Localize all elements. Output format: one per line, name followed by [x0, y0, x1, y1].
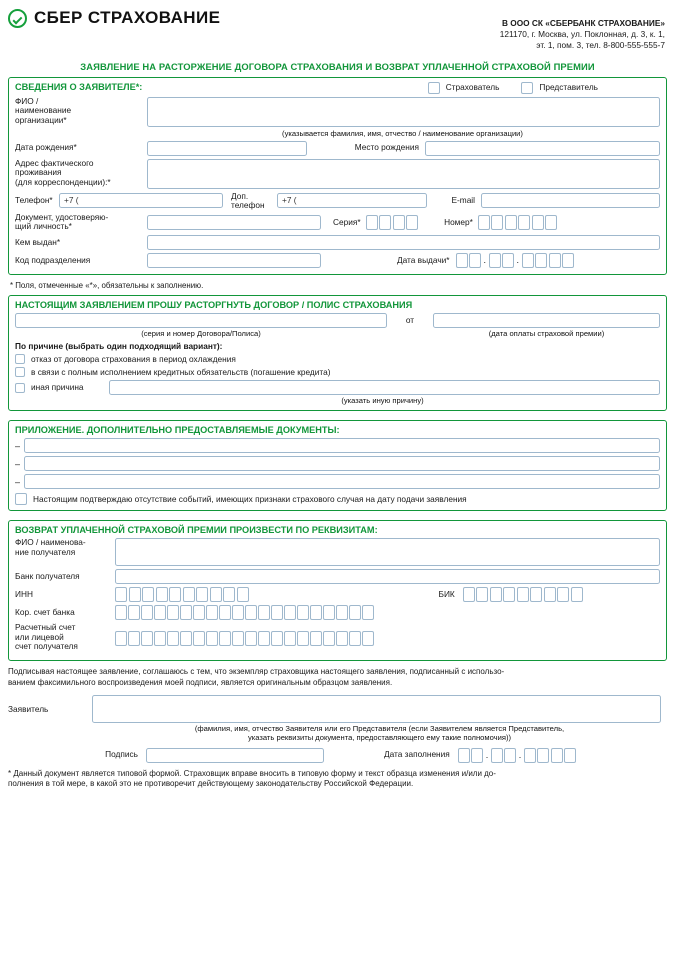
label-recipient-name: ФИО / наименова- ние получателя [15, 537, 86, 557]
label-extra-phone: Доп. телефон [231, 190, 265, 210]
input-issue-date[interactable] [456, 253, 575, 268]
label-from: от [405, 314, 415, 325]
input-correspondent-account[interactable] [115, 605, 374, 620]
fill-date-separator-2: . [518, 750, 522, 761]
attachments-section-title: ПРИЛОЖЕНИЕ. ДОПОЛНИТЕЛЬНО ПРЕДОСТАВЛЯЕМЫЕ ДОКУМЕНТЫ: [15, 425, 340, 436]
payout-section [8, 520, 667, 661]
input-attachment-3[interactable] [24, 474, 660, 489]
insurer-name: В ООО СК «СБЕРБАНК СТРАХОВАНИЕ» [501, 18, 665, 28]
input-fio[interactable] [147, 97, 660, 127]
input-department-code[interactable] [147, 253, 321, 268]
label-issued-by: Кем выдан* [15, 236, 61, 247]
label-fill-date: Дата заполнения [384, 749, 450, 760]
label-address: Адрес фактического проживания (для корреспонденции):* [15, 157, 111, 187]
phone-prefix: +7 ( [64, 195, 79, 206]
hint-policy-number: (серия и номер Договора/Полиса) [141, 328, 261, 338]
input-bik[interactable] [463, 587, 583, 602]
label-reason-group: По причине (выбрать один подходящий вариант): [15, 340, 223, 351]
label-series: Серия* [333, 216, 361, 227]
input-signature[interactable] [146, 748, 324, 763]
applicant-section-title: СВЕДЕНИЯ О ЗАЯВИТЕЛЕ*: [15, 81, 143, 92]
label-applicant-signature-name: Заявитель [8, 703, 49, 714]
input-attachment-2[interactable] [24, 456, 660, 471]
checkbox-reason-other[interactable] [15, 383, 25, 393]
attachment-bullet-2: – [15, 458, 21, 469]
label-number: Номер* [444, 216, 473, 227]
date-separator-2: . [516, 255, 520, 266]
checkbox-reason-credit-repaid[interactable] [15, 367, 25, 377]
input-birthplace[interactable] [425, 141, 660, 156]
label-recipient-bank: Банк получателя [15, 571, 80, 582]
input-phone[interactable] [59, 193, 223, 208]
label-reason-credit-repaid: в связи с полным исполнением кредитных обязательств (погашение кредита) [31, 366, 331, 377]
label-representative: Представитель [539, 82, 598, 93]
input-birthdate[interactable] [147, 141, 307, 156]
extra-phone-prefix: +7 ( [282, 195, 297, 206]
required-fields-note: * Поля, отмеченные «*», обязательны к заполнению. [10, 280, 204, 290]
input-recipient-name[interactable] [115, 538, 660, 566]
label-reason-other: иная причина [31, 382, 84, 393]
checkbox-policyholder[interactable] [428, 82, 440, 94]
label-inn: ИНН [15, 589, 33, 600]
label-birthplace: Место рождения [354, 142, 419, 153]
disclaimer: * Данный документ является типовой формой. Страховщик вправе вносить в типовую форму и текст образца изменения и/или до- полнения в той мере, в какой это не противоречит действующему законодательству Российской Федерации. [8, 768, 496, 789]
label-no-insured-events: Настоящим подтверждаю отсутствие событий, имеющих признаки страхового случая на дату подачи заявления [33, 493, 467, 504]
label-bik: БИК [438, 589, 455, 600]
label-identity-document: Документ, удостоверяю- щий личность* [15, 211, 109, 232]
input-inn[interactable] [115, 587, 249, 602]
checkbox-representative[interactable] [521, 82, 533, 94]
checkmark-circle-icon [8, 9, 27, 28]
label-email: E-mail [451, 194, 475, 205]
label-signature: Подпись [105, 749, 138, 760]
label-fio: ФИО / наименование организации* [15, 95, 72, 125]
input-issued-by[interactable] [147, 235, 660, 250]
attachment-bullet-3: – [15, 476, 21, 487]
consent-note: Подписывая настоящее заявление, соглашаюсь с тем, что экземпляр страховщика настоящего заявления, подписанный с использо- ванием факсимильного воспроизведения моей подписи, является оригинальным образцом заявления. [8, 667, 505, 687]
insurer-address-line-1: 121170, г. Москва, ул. Поклонная, д. 3, к. 1, [499, 29, 665, 40]
label-department-code: Код подразделения [15, 254, 91, 265]
input-series[interactable] [366, 215, 419, 230]
hint-premium-payment-date: (дата оплаты страховой премии) [488, 328, 605, 338]
input-settlement-account[interactable] [115, 631, 374, 646]
hint-reason-other: (указать иную причину) [341, 396, 424, 406]
label-correspondent-account: Кор. счет банка [15, 607, 75, 618]
applicant-section [8, 77, 667, 275]
date-separator-1: . [483, 255, 487, 266]
label-phone: Телефон* [15, 194, 53, 205]
attachments-section [8, 420, 667, 511]
insurer-address-line-2: эт. 1, пом. 3, тел. 8-800-555-555-7 [536, 40, 665, 51]
input-premium-payment-date[interactable] [433, 313, 660, 328]
checkbox-reason-cooling-off[interactable] [15, 354, 25, 364]
label-birthdate: Дата рождения* [15, 142, 77, 153]
hint-applicant-signature-name: (фамилия, имя, отчество Заявителя или его Представителя (если Заявителем является Представитель, указать реквизиты документа, предоставляющего ему такие полномочия)) [194, 723, 565, 742]
input-extra-phone[interactable] [277, 193, 427, 208]
brand-logo [8, 8, 220, 28]
hint-fio: (указывается фамилия, имя, отчество / наименование организации) [282, 128, 523, 138]
payout-section-title: ВОЗВРАТ УПЛАЧЕННОЙ СТРАХОВОЙ ПРЕМИИ ПРОИЗВЕСТИ ПО РЕКВИЗИТАМ: [15, 525, 378, 536]
input-attachment-1[interactable] [24, 438, 660, 453]
label-reason-cooling-off: отказ от договора страхования в период охлаждения [31, 353, 236, 364]
termination-section-title: НАСТОЯЩИМ ЗАЯВЛЕНИЕМ ПРОШУ РАСТОРГНУТЬ ДОГОВОР / ПОЛИС СТРАХОВАНИЯ [15, 299, 413, 310]
fill-date-separator-1: . [485, 750, 489, 761]
input-fill-date[interactable] [458, 748, 577, 763]
input-email[interactable] [481, 193, 660, 208]
label-issue-date: Дата выдачи* [397, 254, 450, 265]
input-identity-document[interactable] [147, 215, 321, 230]
checkbox-no-insured-events[interactable] [15, 493, 27, 505]
input-number[interactable] [478, 215, 558, 230]
input-reason-other[interactable] [109, 380, 660, 395]
input-recipient-bank[interactable] [115, 569, 660, 584]
label-settlement-account: Расчетный счет или лицевой счет получателя [15, 622, 78, 652]
brand-name: СБЕР СТРАХОВАНИЕ [34, 8, 221, 27]
document-title: ЗАЯВЛЕНИЕ НА РАСТОРЖЕНИЕ ДОГОВОРА СТРАХОВАНИЯ И ВОЗВРАТ УПЛАЧЕННОЙ СТРАХОВОЙ ПРЕМИИ [80, 60, 595, 72]
input-applicant-signature-name[interactable] [92, 695, 661, 723]
input-address[interactable] [147, 159, 660, 189]
attachment-bullet-1: – [15, 440, 21, 451]
label-policyholder: Страхователь [445, 82, 500, 93]
termination-section [8, 295, 667, 412]
input-policy-number[interactable] [15, 313, 387, 328]
